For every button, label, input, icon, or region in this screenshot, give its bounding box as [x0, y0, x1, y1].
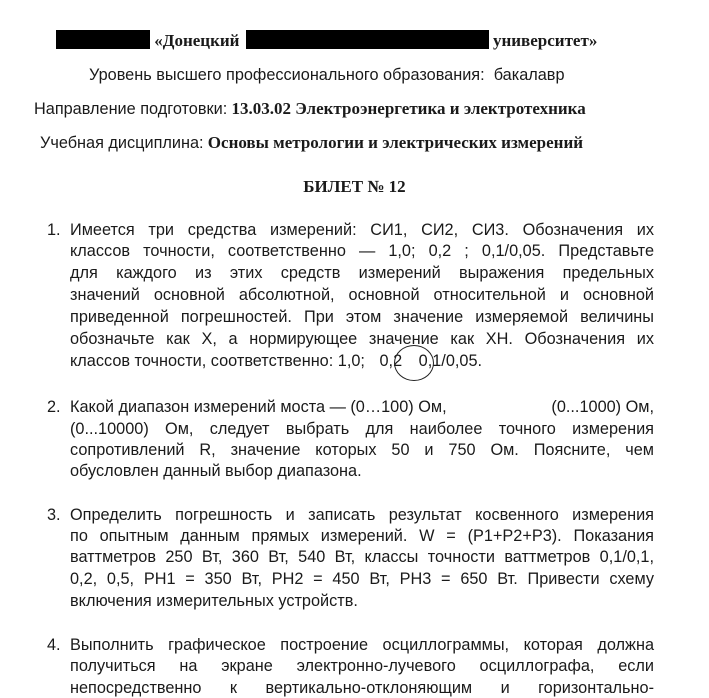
question-number: 2. — [47, 398, 61, 416]
question-text: (0...1000) Ом, — [551, 398, 654, 416]
question-line: непосредственно к вертикально-отклоняющим и горизонтально- — [70, 679, 654, 697]
ticket-title: БИЛЕТ № 12 — [303, 177, 406, 196]
discipline-line — [40, 133, 583, 153]
question-number: 1. — [47, 221, 61, 239]
question-line: классов точности, соответственно — 1,0; 0,2 ; 0,1/0,05. Представьте — [70, 242, 654, 260]
question-line: Определить погрешность и записать результат косвенного измерения — [70, 506, 654, 524]
question-line-last: обусловлен данный выбор диапазона. — [70, 462, 362, 480]
question-line-last: включения измерительных устройств. — [70, 592, 358, 610]
question-number: 4. — [47, 636, 61, 654]
hand-drawn-circle-annotation — [394, 345, 434, 381]
question-line: для каждого из этих средств измерений выражения предельных — [70, 264, 654, 282]
direction-line — [34, 99, 586, 119]
education-level-value: бакалавр — [493, 66, 565, 84]
question-text: Какой диапазон измерений моста — (0…100) Ом, — [70, 398, 447, 416]
question-line: Выполнить графическое построение осциллограммы, которая должна — [70, 636, 654, 654]
question-line: получиться на экране электронно-лучевого осциллографа, если — [70, 657, 654, 675]
circled-value: 0,2 — [379, 352, 403, 370]
discipline-label: Учебная дисциплина: — [40, 134, 204, 152]
question-line-last — [70, 352, 654, 371]
question-line: 0,2, 0,5, PH1 = 350 Вт, PH2 = 450 Вт, PH3 = 650 Вт. Привести схему — [70, 570, 654, 588]
university-name-part1: «Донецкий — [154, 31, 240, 50]
direction-label: Направление подготовки: — [34, 100, 228, 118]
question-line — [70, 398, 654, 417]
discipline-value: Основы метрологии и электрических измерений — [207, 133, 584, 152]
university-name-line — [56, 30, 597, 51]
education-level-label: Уровень высшего профессионального образования: — [89, 66, 485, 84]
redaction-block — [56, 30, 150, 49]
question-line: значений основной абсолютной, основной относительной и основной — [70, 286, 654, 304]
question-text: 0,1/0,05. — [418, 352, 483, 370]
university-name-part2: университет» — [492, 31, 598, 50]
question-line: приведенной погрешностей. При этом значение измеряемой величины — [70, 308, 654, 326]
question-line: (0...10000) Ом, следует выбрать для наиболее точного измерения — [70, 420, 654, 438]
question-line: по опытным данным прямых измерений. W = (P1+P2+P3). Показания — [70, 527, 654, 545]
question-line: обозначьте как X, а нормирующее значение как XH. Обозначения их — [70, 330, 654, 348]
education-level-line — [89, 66, 565, 85]
question-line: сопротивлений R, значение которых 50 и 750 Ом. Поясните, чем — [70, 441, 654, 459]
direction-value: 13.03.02 Электроэнергетика и электротехника — [231, 99, 586, 118]
question-text: классов точности, соответственно: 1,0; — [70, 352, 365, 370]
question-line: ваттметров 250 Вт, 360 Вт, 540 Вт, классы точности ваттметров 0,1/0,1, — [70, 548, 654, 566]
redaction-block — [246, 30, 489, 49]
question-number: 3. — [47, 506, 61, 524]
question-line: Имеется три средства измерений: СИ1, СИ2, СИ3. Обозначения их — [70, 221, 654, 239]
